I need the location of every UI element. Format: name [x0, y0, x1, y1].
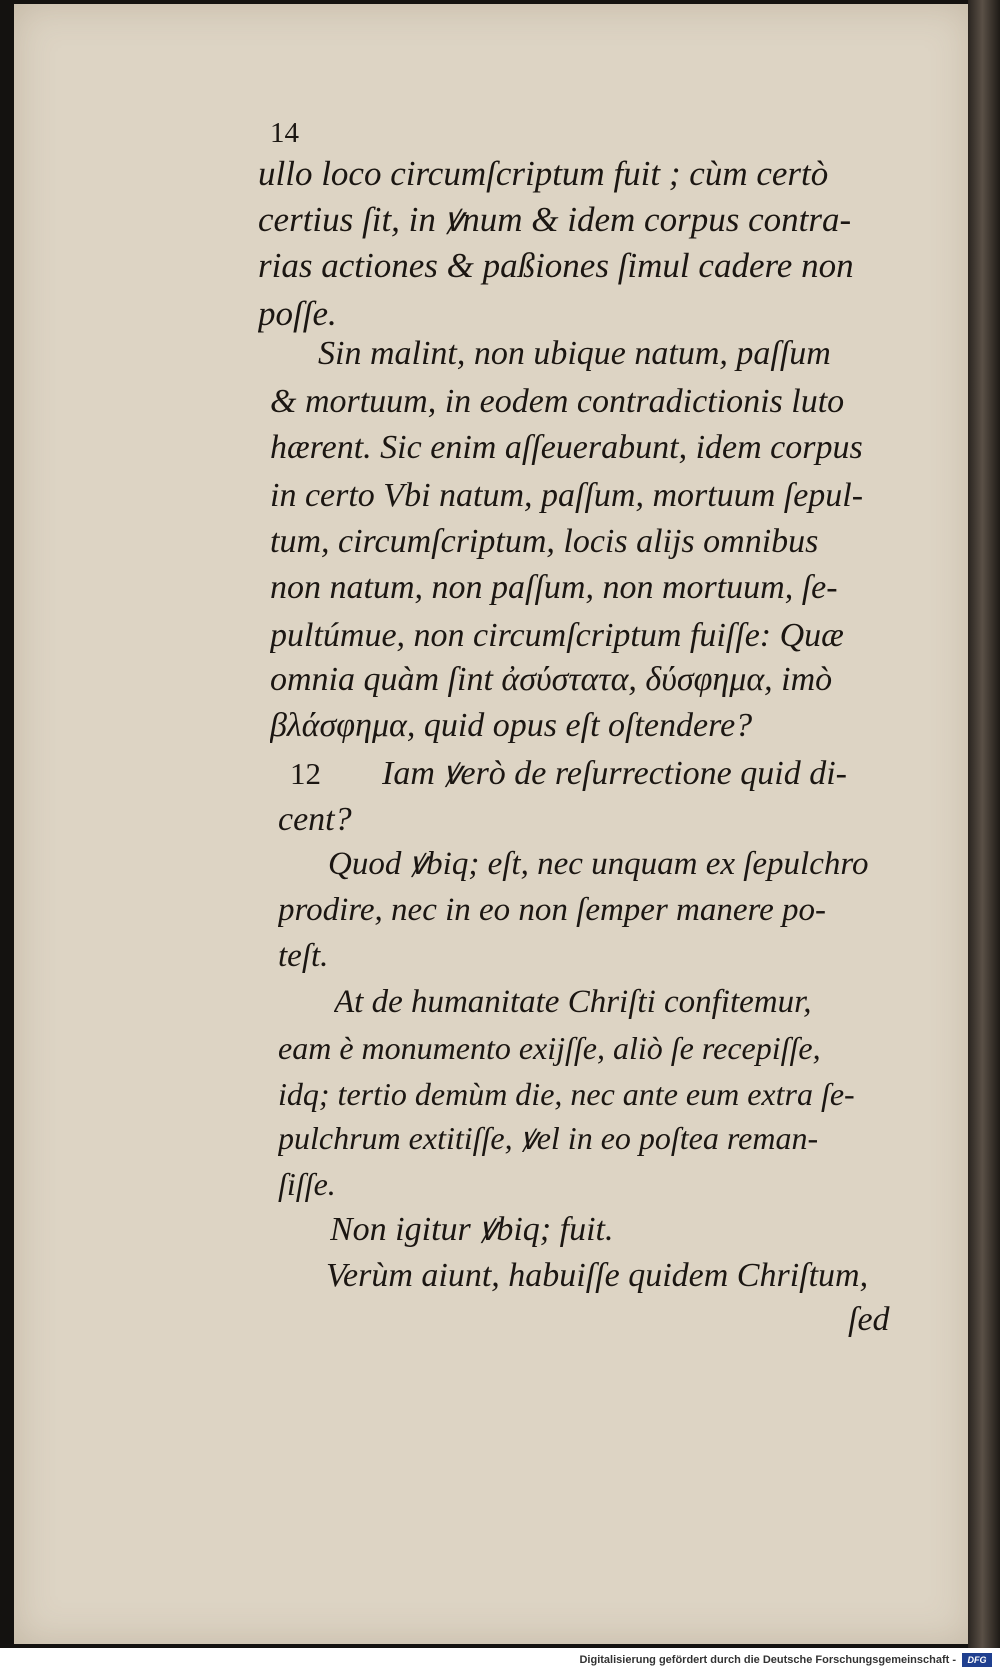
text-line: tum, circumſcriptum, locis alijs omnibus [270, 523, 819, 560]
text-line: Sin malint, non ubique natum, paſſum [318, 335, 831, 372]
text-line: teſt. [278, 938, 329, 974]
text-line: rias actiones & paßiones ſimul cadere non [258, 246, 854, 285]
text-line: prodire, nec in eo non ſemper manere po- [278, 892, 827, 928]
text-line: At de humanitate Chriſti confitemur, [334, 984, 812, 1020]
page-number: 14 [270, 117, 299, 149]
text-line: Verùm aiunt, habuiſſe quidem Chriſtum, [326, 1257, 869, 1294]
text-line: non natum, non paſſum, non mortuum, ſe- [270, 569, 838, 606]
text-line: idq; tertio demùm die, nec ante eum extra ſe- [278, 1076, 855, 1112]
text-line: poſſe. [258, 294, 337, 333]
text-line: Iam ꝟerò de reſurrectione quid di- [382, 755, 847, 792]
text-line: & mortuum, in eodem contradictionis luto [270, 383, 845, 420]
text-line: ſed [848, 1301, 890, 1338]
text-line: certius ſit, in ꝟnum & idem corpus contra- [258, 200, 852, 239]
text-line: cent? [278, 801, 352, 838]
text-line: eam è monumento exijſſe, aliò ſe recepiſſe, [278, 1030, 821, 1066]
page-edge [968, 0, 1000, 1648]
text-line: ullo loco circumſcriptum fuit ; cùm certò [258, 154, 829, 193]
text-line: omnia quàm ſint ἀσύστατα, δύσφημα, imò [270, 661, 833, 698]
dfg-logo: DFG [962, 1653, 992, 1667]
text-line: hærent. Sic enim aſſeuerabunt, idem corpus [270, 429, 863, 466]
text-line: pulchrum extitiſſe, ꝟel in eo poſtea reman- [278, 1120, 819, 1156]
margin-section-number: 12 [290, 756, 321, 791]
text-line: in certo Vbi natum, paſſum, mortuum ſepul- [270, 477, 864, 514]
footer-credit: Digitalisierung gefördert durch die Deutsche Forschungsgemeinschaft - [579, 1654, 956, 1666]
text-line: ſiſſe. [278, 1166, 336, 1202]
text-line: Quod ꝟbiq; eſt, nec unquam ex ſepulchro [328, 846, 869, 882]
text-line: pultúmue, non circumſcriptum fuiſſe: Quæ [270, 617, 844, 654]
text-line: βλάσφημα, quid opus eſt oſtendere? [270, 707, 753, 744]
text-line: Non igitur ꝟbiq; fuit. [330, 1211, 614, 1248]
